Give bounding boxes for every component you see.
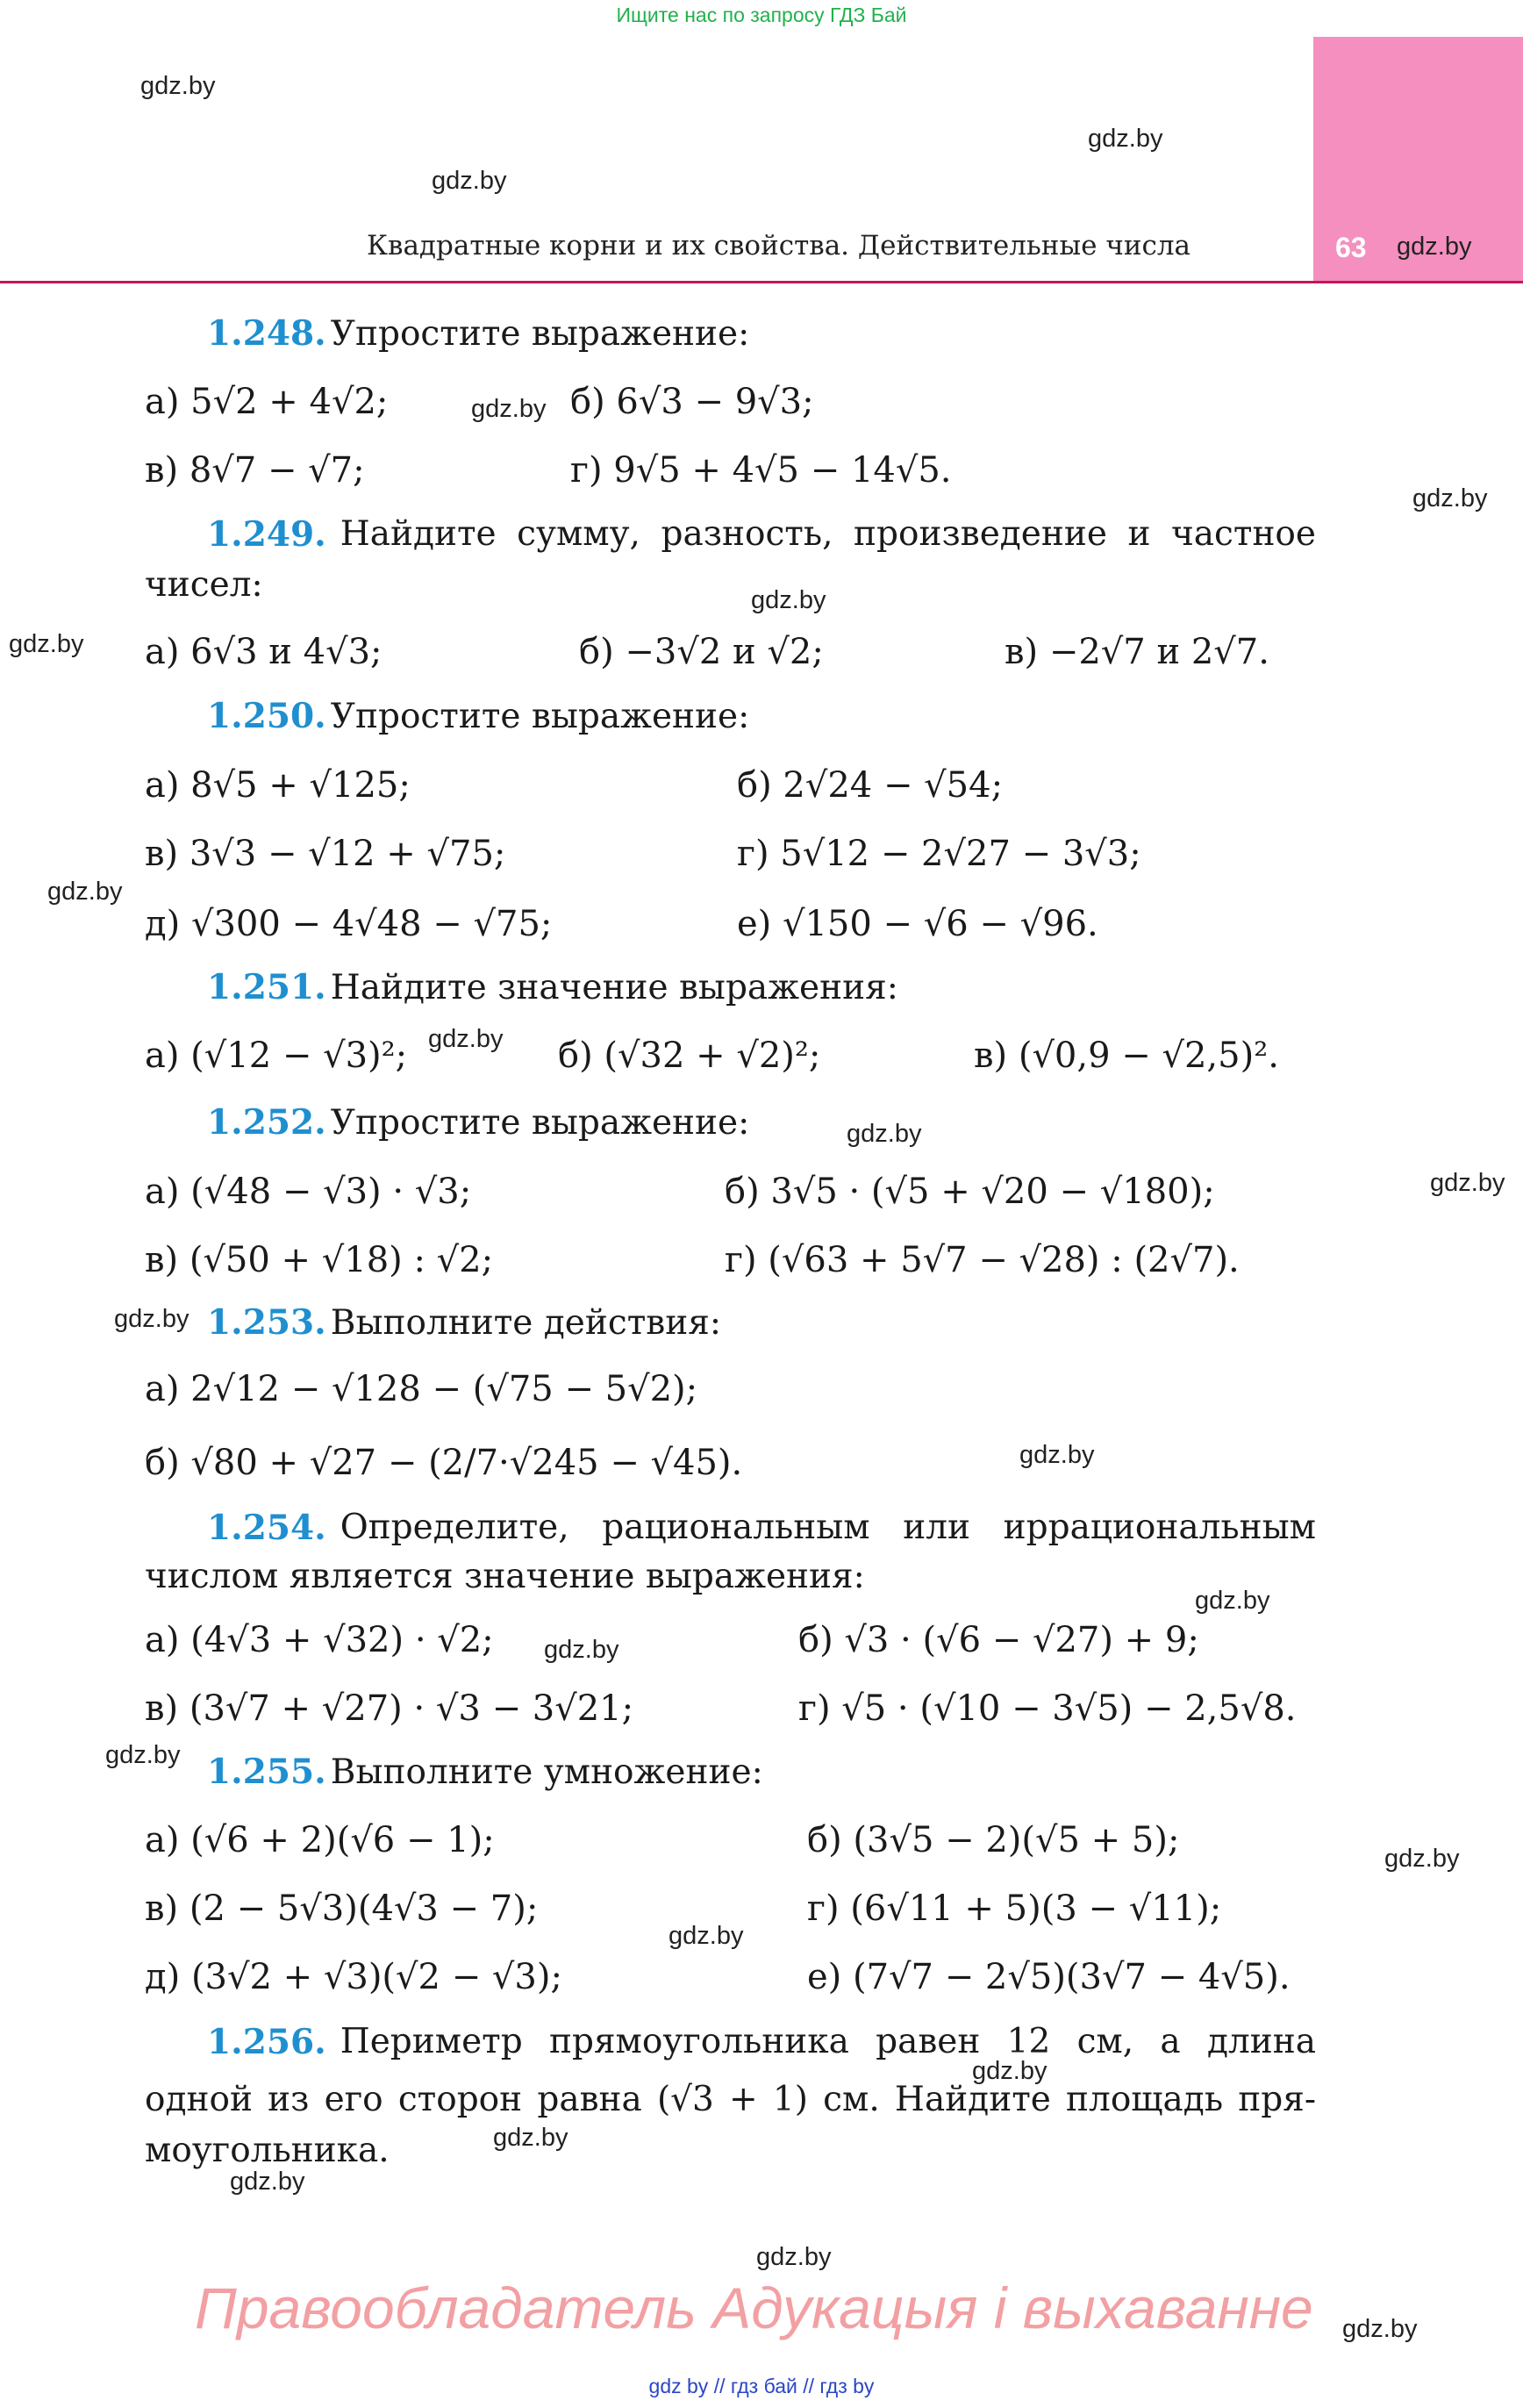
- watermark: gdz.by: [1384, 1845, 1460, 1873]
- watermark: gdz.by: [1019, 1441, 1095, 1469]
- item-253-b: б) √80 + √27 − (2/7·√245 − √45).: [145, 1443, 743, 1483]
- problem-text: Найдите сумму, разность, произведение и частное: [340, 514, 1316, 554]
- watermark: gdz.by: [114, 1305, 189, 1333]
- problem-text: Упростите выражение:: [330, 314, 750, 354]
- item-255-b: б) (3√5 − 2)(√5 + 5);: [807, 1820, 1180, 1860]
- running-header-title: Квадратные корни и их свойства. Действительные числа: [367, 230, 1191, 262]
- problem-1-253: [207, 1302, 721, 1343]
- watermark: gdz.by: [751, 586, 826, 614]
- problem-number: 1.251.: [207, 967, 326, 1007]
- item-251-v: в) (√0,9 − √2,5)².: [974, 1036, 1279, 1076]
- watermark: gdz.by: [972, 2057, 1048, 2085]
- top-note: Ищите нас по запросу ГДЗ Бай: [616, 4, 907, 26]
- watermark: gdz.by: [1088, 125, 1163, 153]
- item-249-a: а) 6√3 и 4√3;: [145, 632, 383, 672]
- watermark: gdz.by: [669, 1922, 744, 1950]
- item-252-v: в) (√50 + √18) : √2;: [145, 1240, 494, 1280]
- problem-text-cont: одной из его сторон равна (√3 + 1) см. Найдите площадь пря-: [145, 2080, 1316, 2119]
- watermark: gdz.by: [1195, 1587, 1270, 1615]
- problem-text-cont: числом является значение выражения:: [145, 1557, 865, 1596]
- problem-1-248: [207, 313, 749, 354]
- problem-1-255: [207, 1752, 763, 1792]
- problem-1-251: [207, 967, 898, 1007]
- item-250-e: е) √150 − √6 − √96.: [737, 904, 1098, 944]
- watermark: gdz.by: [140, 72, 216, 100]
- problem-text: Выполните действия:: [330, 1303, 721, 1343]
- item-254-b: б) √3 · (√6 − √27) + 9;: [798, 1620, 1199, 1660]
- item-252-g: г) (√63 + 5√7 − √28) : (2√7).: [725, 1240, 1240, 1280]
- problem-number: 1.250.: [207, 696, 326, 736]
- watermark: gdz.by: [47, 878, 123, 906]
- bottom-note: gdz by // гдз бай // гдз by: [648, 2375, 875, 2397]
- page-number: 63: [1335, 232, 1367, 263]
- problem-text: Выполните умножение:: [330, 1752, 763, 1792]
- item-254-v: в) (3√7 + √27) · √3 − 3√21;: [145, 1688, 634, 1729]
- item-249-v: в) −2√7 и 2√7.: [1005, 632, 1269, 672]
- problem-1-249: [207, 514, 1316, 555]
- rights-holder-text: Правообладатель Адукацыя і выхаванне: [195, 2275, 1313, 2340]
- problem-1-250: [207, 696, 749, 736]
- watermark: gdz.by: [1397, 233, 1472, 261]
- item-255-g: г) (6√11 + 5)(3 − √11);: [807, 1888, 1222, 1929]
- item-252-a: а) (√48 − √3) · √3;: [145, 1172, 472, 1212]
- problem-number: 1.249.: [207, 514, 326, 555]
- watermark: gdz.by: [9, 630, 84, 658]
- item-254-g: г) √5 · (√10 − 3√5) − 2,5√8.: [798, 1688, 1297, 1729]
- watermark: gdz.by: [1412, 484, 1488, 512]
- problem-text-cont: моугольника.: [145, 2131, 390, 2170]
- item-251-a: а) (√12 − √3)²;: [145, 1036, 408, 1076]
- item-255-d: д) (3√2 + √3)(√2 − √3);: [145, 1957, 562, 1997]
- problem-text: Упростите выражение:: [330, 697, 750, 736]
- watermark: gdz.by: [471, 395, 547, 423]
- problem-1-256: [207, 2022, 1316, 2062]
- problem-text: Определите, рациональным или иррациональным: [340, 1508, 1316, 1547]
- item-250-d: д) √300 − 4√48 − √75;: [145, 904, 553, 944]
- watermark: gdz.by: [230, 2168, 305, 2196]
- item-254-a: а) (4√3 + √32) · √2;: [145, 1620, 494, 1660]
- item-250-a: а) 8√5 + √125;: [145, 765, 411, 806]
- watermark: gdz.by: [432, 167, 507, 195]
- watermark: gdz.by: [1342, 2315, 1418, 2343]
- item-255-e: е) (7√7 − 2√5)(3√7 − 4√5).: [807, 1957, 1291, 1997]
- problem-1-254: [207, 1508, 1316, 1548]
- problem-text-cont: чисел:: [145, 565, 263, 605]
- problem-number: 1.256.: [207, 2022, 326, 2062]
- problem-text: Упростите выражение:: [330, 1103, 750, 1143]
- item-255-v: в) (2 − 5√3)(4√3 − 7);: [145, 1888, 539, 1929]
- problem-number: 1.248.: [207, 313, 326, 354]
- watermark: gdz.by: [428, 1025, 504, 1053]
- problem-1-252: [207, 1102, 749, 1143]
- watermark: gdz.by: [544, 1636, 619, 1664]
- item-253-a: а) 2√12 − √128 − (√75 − 5√2);: [145, 1369, 698, 1409]
- item-250-b: б) 2√24 − √54;: [737, 765, 1004, 806]
- problem-number: 1.255.: [207, 1752, 326, 1792]
- item-250-v: в) 3√3 − √12 + √75;: [145, 834, 506, 874]
- header-rule: [0, 281, 1523, 283]
- item-251-b: б) (√32 + √2)²;: [558, 1036, 821, 1076]
- problem-number: 1.254.: [207, 1508, 326, 1548]
- problem-text: Найдите значение выражения:: [330, 968, 898, 1007]
- problem-number: 1.253.: [207, 1302, 326, 1343]
- item-248-a: а) 5√2 + 4√2;: [145, 382, 389, 422]
- problem-number: 1.252.: [207, 1102, 326, 1143]
- item-252-b: б) 3√5 · (√5 + √20 − √180);: [725, 1172, 1215, 1212]
- watermark: gdz.by: [105, 1741, 181, 1769]
- watermark: gdz.by: [1430, 1169, 1505, 1197]
- problem-text: Периметр прямоугольника равен 12 см, а длина: [340, 2022, 1316, 2061]
- item-248-g: г) 9√5 + 4√5 − 14√5.: [570, 450, 952, 491]
- watermark: gdz.by: [493, 2124, 568, 2152]
- item-250-g: г) 5√12 − 2√27 − 3√3;: [737, 834, 1141, 874]
- item-255-a: а) (√6 + 2)(√6 − 1);: [145, 1820, 495, 1860]
- item-249-b: б) −3√2 и √2;: [579, 632, 824, 672]
- watermark: gdz.by: [756, 2243, 832, 2271]
- watermark: gdz.by: [847, 1120, 922, 1148]
- item-248-b: б) 6√3 − 9√3;: [570, 382, 814, 422]
- item-248-v: в) 8√7 − √7;: [145, 450, 365, 491]
